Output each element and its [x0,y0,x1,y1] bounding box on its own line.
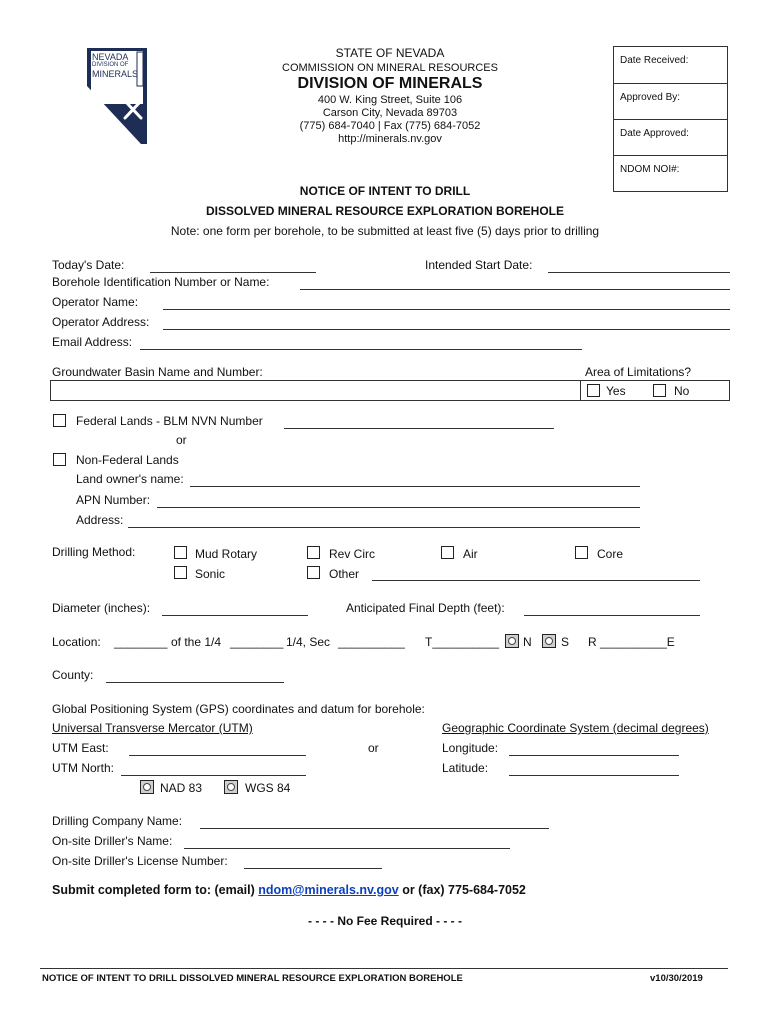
nad83-radio[interactable] [140,780,154,794]
groundwater-label: Groundwater Basin Name and Number: [52,365,263,379]
rev-circ-checkbox[interactable] [307,546,320,559]
nad83-label: NAD 83 [160,781,203,795]
sec-blank[interactable]: __________ [338,635,405,649]
footer-title: NOTICE OF INTENT TO DRILL DISSOLVED MINERAL RESOURCE EXPLORATION BOREHOLE [42,973,463,984]
utm-east-label: UTM East: [52,741,109,755]
intended-start-label: Intended Start Date: [425,258,533,272]
land-address-input[interactable] [128,527,640,528]
gps-intro: Global Positioning System (GPS) coordinates and datum for borehole: [52,702,425,716]
form-title-2: DISSOLVED MINERAL RESOURCE EXPLORATION BOREHOLE [205,204,565,218]
sonic-label: Sonic [195,567,226,581]
address-line-1: 400 W. King Street, Suite 106 [317,94,463,106]
driller-name-input[interactable] [184,848,510,849]
email-label: Email Address: [52,335,133,349]
rev-circ-label: Rev Circ [329,547,376,561]
location-blank-1[interactable]: ________ [114,635,168,649]
submit-email-link[interactable]: ndom@minerals.nv.gov [258,883,399,897]
mud-rotary-checkbox[interactable] [174,546,187,559]
utm-east-input[interactable] [129,755,306,756]
non-federal-label: Non-Federal Lands [76,453,179,467]
north-radio[interactable] [505,634,519,648]
apn-label: APN Number: [76,493,151,507]
logo-text-3: MINERALS [92,69,139,79]
driller-name-label: On-site Driller's Name: [52,834,173,848]
longitude-input[interactable] [509,755,679,756]
intended-start-input[interactable] [548,272,730,273]
todays-date-input[interactable] [150,272,316,273]
land-owner-input[interactable] [190,486,640,487]
drilling-company-label: Drilling Company Name: [52,814,183,828]
submit-prefix: Submit completed form to: (email) [52,883,259,897]
footer-rule [40,968,728,969]
range-field[interactable]: R __________E [588,635,675,649]
depth-label: Anticipated Final Depth (feet): [346,601,505,615]
air-label: Air [463,547,478,561]
location-label: Location: [52,635,101,649]
nevada-logo [85,46,155,148]
utm-north-label: UTM North: [52,761,115,775]
other-method-input[interactable] [372,580,700,581]
driller-license-input[interactable] [244,868,382,869]
borehole-id-label: Borehole Identification Number or Name: [52,275,270,289]
other-label: Other [329,567,360,581]
logo-text-2: DIVISION OF [92,62,129,68]
phone-fax: (775) 684-7040 | Fax (775) 684-7052 [299,120,481,132]
other-checkbox[interactable] [307,566,320,579]
office-use-box [613,46,728,192]
of-quarter-label: of the 1/4 [171,635,222,649]
drilling-method-label: Drilling Method: [52,545,136,559]
county-label: County: [52,668,94,682]
area-limitations-label: Area of Limitations? [585,365,692,379]
south-label: S [561,635,570,649]
sonic-checkbox[interactable] [174,566,187,579]
quarter-sec-label: 1/4, Sec [286,635,331,649]
email-input[interactable] [140,349,582,350]
commission-name: COMMISSION ON MINERAL RESOURCES [282,62,498,74]
south-radio[interactable] [542,634,556,648]
land-address-label: Address: [76,513,124,527]
website: http://minerals.nv.gov [338,133,442,145]
wgs84-radio[interactable] [224,780,238,794]
division-name: DIVISION OF MINERALS [297,75,483,92]
air-checkbox[interactable] [441,546,454,559]
form-note: Note: one form per borehole, to be submitted at least five (5) days prior to drilling [170,224,600,238]
federal-lands-label: Federal Lands - BLM NVN Number [76,414,263,428]
north-label: N [523,635,532,649]
address-line-2: Carson City, Nevada 89703 [322,107,458,119]
submit-suffix: or (fax) 775-684-7052 [398,883,526,897]
state-name: STATE OF NEVADA [335,46,445,60]
blm-nvn-input[interactable] [284,428,554,429]
submit-instructions [52,883,526,897]
geo-title: Geographic Coordinate System (decimal degrees) [442,721,709,735]
or-label-lands: or [176,433,187,447]
operator-address-label: Operator Address: [52,315,150,329]
gps-or-label: or [368,741,379,755]
approved-by-field[interactable]: Approved By: [614,83,727,119]
operator-name-label: Operator Name: [52,295,139,309]
latitude-label: Latitude: [442,761,489,775]
logo-text-1: NEVADA [92,52,129,62]
diameter-input[interactable] [162,615,308,616]
diameter-label: Diameter (inches): [52,601,151,615]
yes-label: Yes [606,384,626,398]
no-label: No [674,384,690,398]
date-received-field[interactable]: Date Received: [620,55,689,66]
borehole-id-input[interactable] [300,289,730,290]
wgs84-label: WGS 84 [245,781,291,795]
non-federal-checkbox[interactable] [53,453,66,466]
form-title-1: NOTICE OF INTENT TO DRILL [299,184,471,198]
no-checkbox[interactable] [653,384,666,397]
township-field[interactable]: T__________ [425,635,500,649]
depth-input[interactable] [524,615,700,616]
latitude-input[interactable] [509,775,679,776]
federal-lands-checkbox[interactable] [53,414,66,427]
driller-license-label: On-site Driller's License Number: [52,854,228,868]
apn-input[interactable] [157,507,640,508]
footer-version: v10/30/2019 [650,973,703,984]
mud-rotary-label: Mud Rotary [195,547,258,561]
drilling-company-input[interactable] [200,828,549,829]
operator-address-input[interactable] [163,329,730,330]
utm-title: Universal Transverse Mercator (UTM) [52,721,253,735]
operator-name-input[interactable] [163,309,730,310]
utm-north-input[interactable] [121,775,306,776]
no-fee-notice: - - - - No Fee Required - - - - [308,914,462,928]
land-owner-label: Land owner's name: [76,472,184,486]
location-blank-2[interactable]: ________ [230,635,284,649]
yes-checkbox[interactable] [587,384,600,397]
todays-date-label: Today's Date: [52,258,125,272]
county-input[interactable] [106,682,284,683]
longitude-label: Longitude: [442,741,499,755]
core-checkbox[interactable] [575,546,588,559]
core-label: Core [597,547,624,561]
groundwater-input[interactable] [50,380,581,401]
date-approved-field[interactable]: Date Approved: [614,119,727,155]
ndom-noi-field[interactable]: NDOM NOI#: [614,155,727,191]
